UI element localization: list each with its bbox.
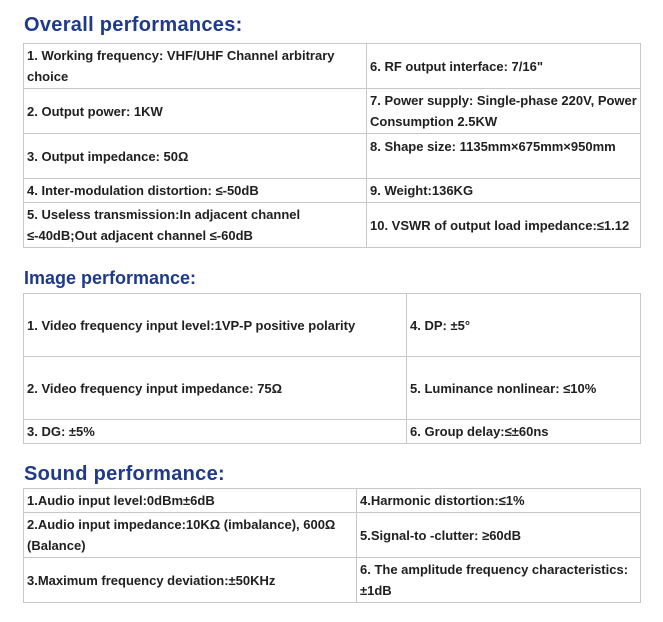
image-performance-heading: Image performance: bbox=[24, 268, 197, 288]
table-row bbox=[24, 89, 641, 134]
spec-cell: 7. Power supply: Single-phase 220V, Power Consumption 2.5KW bbox=[367, 89, 641, 134]
spec-cell: 6. Group delay:≤±60ns bbox=[407, 420, 641, 444]
spec-cell: 1. Working frequency: VHF/UHF Channel arbitrary choice bbox=[24, 44, 367, 89]
table-row bbox=[24, 203, 641, 248]
table-row bbox=[24, 513, 641, 558]
spec-cell: 5.Signal-to -clutter: ≥60dB bbox=[357, 513, 641, 558]
sound-performance-heading: Sound performance: bbox=[24, 463, 225, 485]
spec-cell: 1.Audio input level:0dBm±6dB bbox=[24, 489, 357, 513]
image-performance-table bbox=[23, 293, 641, 444]
table-row bbox=[24, 134, 641, 179]
spec-cell: 2. Output power: 1KW bbox=[24, 89, 367, 134]
spec-cell: 4. DP: ±5° bbox=[407, 294, 641, 357]
spec-cell: 2.Audio input impedance:10KΩ (imbalance), 600Ω (Balance) bbox=[24, 513, 357, 558]
spec-cell: 6. RF output interface: 7/16" bbox=[367, 44, 641, 89]
spec-cell: 9. Weight:136KG bbox=[367, 179, 641, 203]
table-row bbox=[24, 420, 641, 444]
spec-cell: 2. Video frequency input impedance: 75Ω bbox=[24, 357, 407, 420]
spec-cell: 10. VSWR of output load impedance:≤1.12 bbox=[367, 203, 641, 248]
overall-performances-heading: Overall performances: bbox=[24, 14, 243, 36]
table-row bbox=[24, 489, 641, 513]
spec-cell: 1. Video frequency input level:1VP-P positive polarity bbox=[24, 294, 407, 357]
spec-cell: 3. Output impedance: 50Ω bbox=[24, 134, 367, 179]
overall-performances-table bbox=[23, 43, 641, 248]
spec-cell: 3.Maximum frequency deviation:±50KHz bbox=[24, 558, 357, 603]
table-row bbox=[24, 357, 641, 420]
table-row bbox=[24, 44, 641, 89]
spec-cell: 3. DG: ±5% bbox=[24, 420, 407, 444]
spec-cell: 5. Useless transmission:In adjacent channel ≤-40dB;Out adjacent channel ≤-60dB bbox=[24, 203, 367, 248]
table-row bbox=[24, 558, 641, 603]
spec-cell: 4.Harmonic distortion:≤1% bbox=[357, 489, 641, 513]
table-row bbox=[24, 179, 641, 203]
spec-cell: 6. The amplitude frequency characteristics: ±1dB bbox=[357, 558, 641, 603]
table-row bbox=[24, 294, 641, 357]
spec-cell: 5. Luminance nonlinear: ≤10% bbox=[407, 357, 641, 420]
sound-performance-table bbox=[23, 488, 641, 603]
spec-cell: 8. Shape size: 1135mm×675mm×950mm bbox=[367, 134, 641, 179]
spec-cell: 4. Inter-modulation distortion: ≤-50dB bbox=[24, 179, 367, 203]
